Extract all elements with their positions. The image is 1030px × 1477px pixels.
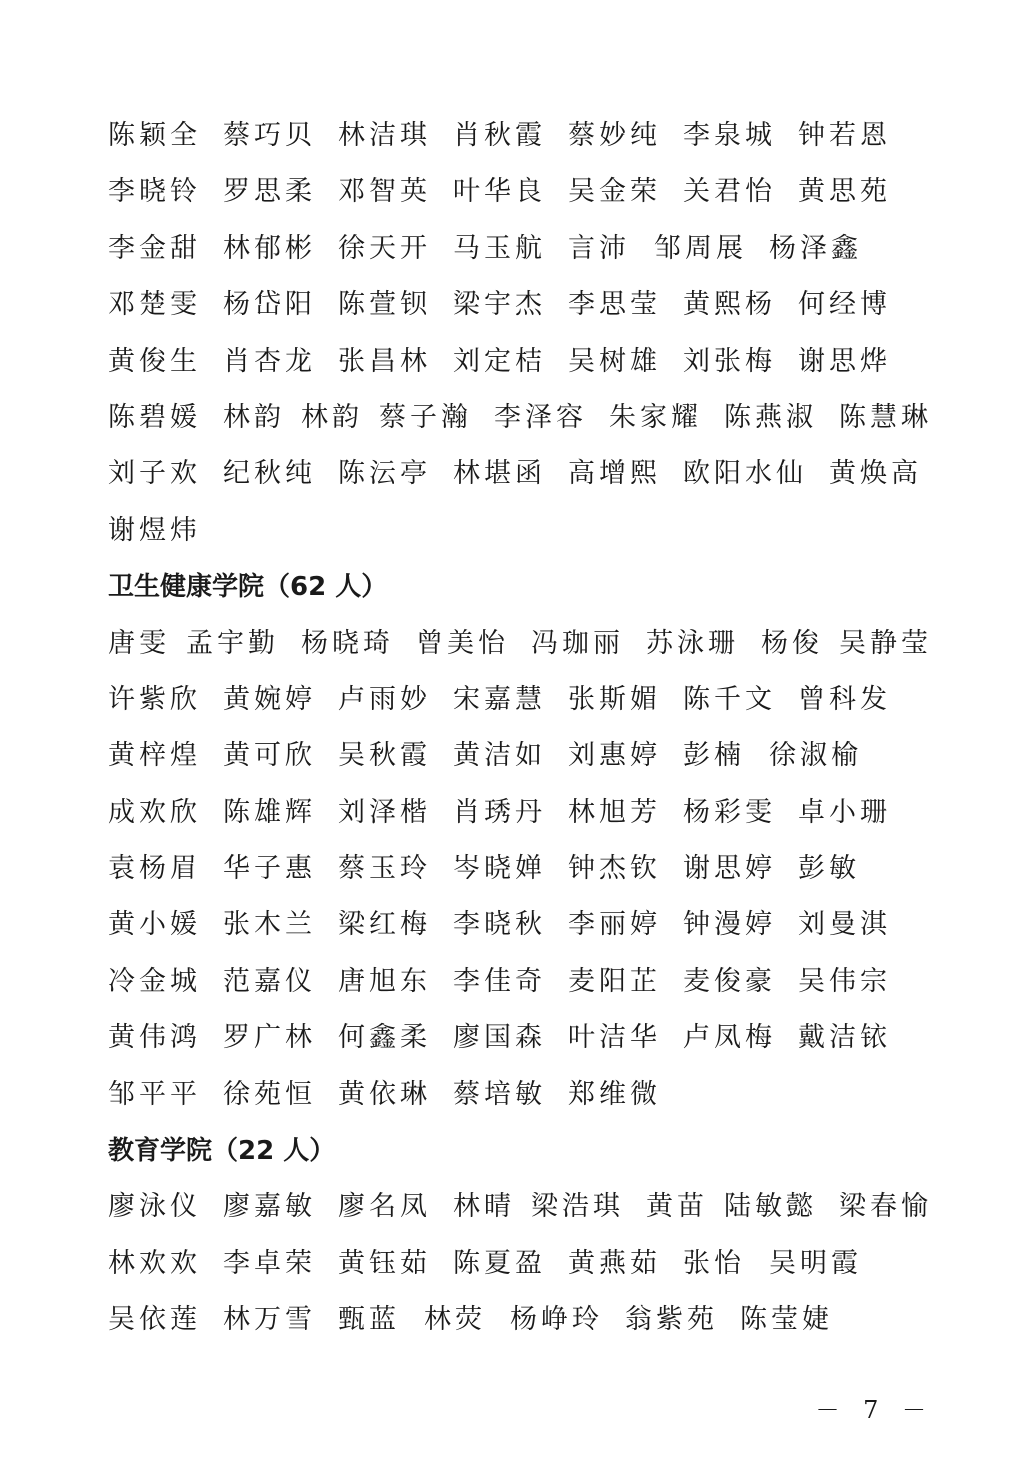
name-row [108,1292,938,1348]
person-name: 曾科发 [798,683,891,715]
person-name: 梁红梅 [338,909,431,941]
person-name: 黄可欣 [223,740,316,772]
person-name: 邹周展 [654,232,747,264]
person-name: 吴秋霞 [338,740,431,772]
person-name: 黄梓煌 [108,740,201,772]
name-row [108,164,938,220]
person-name: 张怡 [683,1247,745,1279]
person-name: 谢思婷 [683,853,776,885]
person-name: 李金甜 [108,232,201,264]
person-name: 蔡玉玲 [338,853,431,885]
person-name: 梁浩琪 [531,1191,624,1223]
name-row [108,897,938,953]
person-name: 陈颖全 [108,120,201,151]
person-name: 黄洁如 [453,740,546,772]
name-row [108,1067,938,1123]
person-name: 冷金城 [108,965,201,997]
person-name: 杨彩雯 [683,796,776,828]
person-name: 林郁彬 [223,232,316,264]
person-name: 袁杨眉 [108,853,201,885]
person-name: 李卓荣 [223,1247,316,1279]
name-row [108,334,938,390]
person-name: 彭楠 [683,740,745,772]
person-name: 陈慧琳 [839,401,932,433]
person-name: 黄苗 [646,1191,708,1223]
name-row [108,277,938,333]
person-name: 李泽容 [494,401,587,433]
name-row [108,672,938,728]
person-name: 黄小媛 [108,909,201,941]
name-row [108,841,938,897]
person-name: 林荧 [424,1304,486,1336]
person-name: 刘惠婷 [568,740,661,772]
person-name: 叶华良 [453,176,546,208]
person-name: 蔡巧贝 [223,120,316,151]
person-name: 朱家耀 [609,401,702,433]
section-heading: 教育学院（22 人） [108,1136,336,1167]
person-name: 麦阳芷 [568,965,661,997]
person-name: 马玉航 [453,232,546,264]
person-name: 黄钰茹 [338,1247,431,1279]
person-name: 何经博 [798,289,891,321]
person-name: 陈莹婕 [740,1304,833,1336]
person-name: 梁春愉 [839,1191,932,1223]
person-name: 陈雄辉 [223,796,316,828]
name-row [108,785,938,841]
person-name: 卢雨妙 [338,683,431,715]
person-name: 蔡妙纯 [568,120,661,151]
name-row [108,616,938,672]
person-name: 邓楚雯 [108,289,201,321]
person-name: 刘曼淇 [798,909,891,941]
person-name: 李晓秋 [453,909,546,941]
person-name: 杨晓琦 [301,627,394,659]
person-name: 肖秋霞 [453,120,546,151]
person-name: 何鑫柔 [338,1022,431,1054]
person-name: 苏泳珊 [646,627,739,659]
person-name: 廖国森 [453,1022,546,1054]
person-name: 卢凤梅 [683,1022,776,1054]
person-name: 林韵 [223,401,285,433]
person-name: 李泉城 [683,120,776,151]
person-name: 黄依琳 [338,1078,431,1110]
person-name: 杨泽鑫 [769,232,862,264]
person-name: 黄思苑 [798,176,891,208]
person-name: 翁紫苑 [625,1304,718,1336]
person-name: 林旭芳 [568,796,661,828]
person-name: 言沛 [568,232,630,264]
person-name: 麦俊豪 [683,965,776,997]
person-name: 徐苑恒 [223,1078,316,1110]
person-name: 谢思烨 [798,345,891,377]
person-name: 陆敏懿 [724,1191,817,1223]
name-row [108,221,938,277]
name-row [108,503,938,559]
person-name: 廖嘉敏 [223,1191,316,1223]
person-name: 吴伟宗 [798,965,891,997]
person-name: 彭敏 [798,853,860,885]
person-name: 戴洁铱 [798,1022,891,1054]
person-name: 陈碧媛 [108,401,201,433]
person-name: 廖泳仪 [108,1191,201,1223]
person-name: 冯珈丽 [531,627,624,659]
person-name: 刘定桔 [453,345,546,377]
person-name: 宋嘉慧 [453,683,546,715]
name-list [108,108,938,1349]
person-name: 李丽婷 [568,909,661,941]
name-row [108,446,938,502]
person-name: 徐淑榆 [769,740,862,772]
person-name: 黄伟鸿 [108,1022,201,1054]
person-name: 唐旭东 [338,965,431,997]
person-name: 刘泽楷 [338,796,431,828]
person-name: 杨峥玲 [510,1304,603,1336]
person-name: 陈夏盈 [453,1247,546,1279]
person-name: 欧阳水仙 [683,458,807,490]
person-name: 梁宇杰 [453,289,546,321]
person-name: 肖琇丹 [453,796,546,828]
person-name: 吴依莲 [108,1304,201,1336]
person-name: 肖杏龙 [223,345,316,377]
person-name: 林洁琪 [338,120,431,151]
person-name: 罗广林 [223,1022,316,1054]
person-name: 林韵 [301,401,363,433]
person-name: 陈千文 [683,683,776,715]
person-name: 张昌林 [338,345,431,377]
person-name: 黄焕高 [829,458,922,490]
person-name: 黄俊生 [108,345,201,377]
person-name: 张斯媚 [568,683,661,715]
person-name: 李晓铃 [108,176,201,208]
person-name: 吴金荣 [568,176,661,208]
person-name: 李思莹 [568,289,661,321]
person-name: 陈沄亭 [338,458,431,490]
person-name: 邹平平 [108,1078,201,1110]
person-name: 蔡培敏 [453,1078,546,1110]
person-name: 杨俊 [761,627,823,659]
person-name: 钟漫婷 [683,909,776,941]
person-name: 林欢欢 [108,1247,201,1279]
person-name: 范嘉仪 [223,965,316,997]
name-row [108,1236,938,1292]
person-name: 邓智英 [338,176,431,208]
person-name: 林堪函 [453,458,546,490]
person-name: 钟若恩 [798,120,891,151]
person-name: 杨岱阳 [223,289,316,321]
person-name: 卓小珊 [798,796,891,828]
person-name: 陈燕淑 [724,401,817,433]
person-name: 关君怡 [683,176,776,208]
person-name: 郑维微 [568,1078,661,1110]
person-name: 许紫欣 [108,683,201,715]
person-name: 纪秋纯 [223,458,316,490]
person-name: 吴明霞 [769,1247,862,1279]
section-heading: 卫生健康学院（62 人） [108,572,388,603]
person-name: 林晴 [453,1191,515,1223]
person-name: 刘张梅 [683,345,776,377]
person-name: 唐雯 [108,627,170,659]
person-name: 黄婉婷 [223,683,316,715]
name-row [108,108,938,164]
name-row [108,728,938,784]
name-row [108,1179,938,1235]
person-name: 钟杰钦 [568,853,661,885]
person-name: 黄燕茹 [568,1247,661,1279]
person-name: 张木兰 [223,909,316,941]
person-name: 孟宇勤 [186,627,279,659]
person-name: 黄熙杨 [683,289,776,321]
person-name: 林万雪 [223,1304,316,1336]
person-name: 李佳奇 [453,965,546,997]
person-name: 罗思柔 [223,176,316,208]
person-name: 谢煜炜 [108,514,201,546]
person-name: 甄蓝 [338,1304,400,1336]
page-number: － 7 － [815,1396,934,1424]
person-name: 廖名凤 [338,1191,431,1223]
person-name: 成欢欣 [108,796,201,828]
person-name: 蔡子瀚 [379,401,472,433]
person-name: 吴静莹 [839,627,932,659]
name-row [108,954,938,1010]
person-name: 华子惠 [223,853,316,885]
name-row [108,390,938,446]
person-name: 曾美怡 [416,627,509,659]
person-name: 高增熙 [568,458,661,490]
person-name: 陈萱钡 [338,289,431,321]
person-name: 徐天开 [338,232,431,264]
name-row [108,1010,938,1066]
person-name: 刘子欢 [108,458,201,490]
person-name: 叶洁华 [568,1022,661,1054]
person-name: 吴树雄 [568,345,661,377]
person-name: 岑晓婵 [453,853,546,885]
